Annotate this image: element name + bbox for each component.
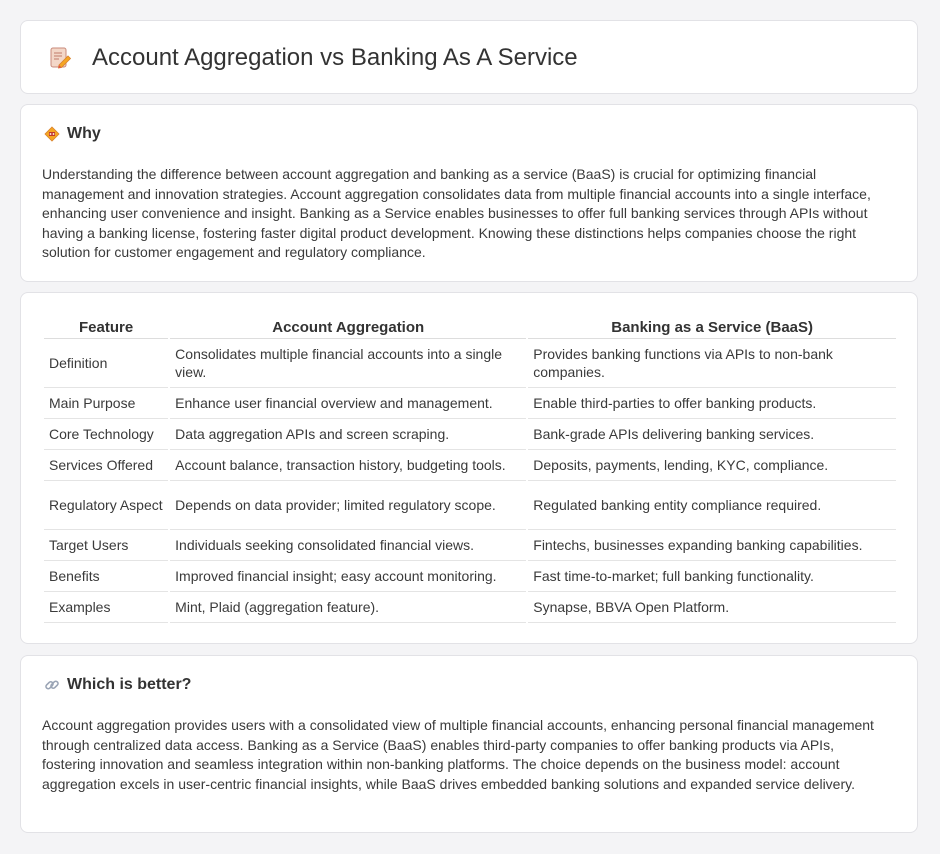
baas-cell: Bank-grade APIs delivering banking services. — [528, 419, 896, 450]
page-title: Account Aggregation vs Banking As A Service — [92, 44, 578, 71]
aggregation-cell: Data aggregation APIs and screen scraping. — [170, 419, 526, 450]
feature-cell: Definition — [44, 339, 168, 388]
feature-cell: Regulatory Aspect — [44, 481, 168, 530]
table-row — [44, 481, 896, 530]
pencil-document-icon — [47, 45, 73, 71]
feature-cell: Core Technology — [44, 419, 168, 450]
baas-cell: Synapse, BBVA Open Platform. — [528, 592, 896, 623]
feature-cell: Main Purpose — [44, 388, 168, 419]
feature-cell: Target Users — [44, 530, 168, 561]
better-heading: Which is better? — [67, 676, 192, 693]
diamond-sign-icon — [43, 125, 61, 143]
table-row — [44, 339, 896, 388]
why-text: Understanding the difference between account aggregation and banking as a service (BaaS) is crucial for optimizing financial management and innovation strategies. Account aggregation consolidates data from multiple financial accounts into a single interface, enhancing user convenience and insight. Banking as a Service enables businesses to offer full banking services through APIs without having a banking license, fostering faster digital product development. Knowing these distinctions helps companies choose the right solution for customer engagement and regulatory compliance. — [42, 166, 871, 260]
aggregation-cell: Individuals seeking consolidated financial views. — [170, 530, 526, 561]
table-row — [44, 419, 896, 450]
table-row — [44, 561, 896, 592]
aggregation-cell: Depends on data provider; limited regulatory scope. — [170, 481, 526, 530]
feature-cell: Examples — [44, 592, 168, 623]
comparison-card — [20, 292, 918, 644]
aggregation-cell: Enhance user financial overview and management. — [170, 388, 526, 419]
aggregation-cell: Mint, Plaid (aggregation feature). — [170, 592, 526, 623]
column-header: Banking as a Service (BaaS) — [528, 315, 896, 339]
feature-cell: Services Offered — [44, 450, 168, 481]
baas-cell: Provides banking functions via APIs to non-bank companies. — [528, 339, 896, 388]
baas-cell: Fast time-to-market; full banking functionality. — [528, 561, 896, 592]
why-section — [20, 104, 918, 282]
table-row — [44, 450, 896, 481]
column-header: Account Aggregation — [170, 315, 526, 339]
title-card — [20, 20, 918, 94]
feature-cell: Benefits — [44, 561, 168, 592]
link-icon — [43, 676, 61, 694]
comparison-table — [42, 315, 898, 623]
aggregation-cell: Account balance, transaction history, budgeting tools. — [170, 450, 526, 481]
aggregation-cell: Consolidates multiple financial accounts into a single view. — [170, 339, 526, 388]
better-text: Account aggregation provides users with a consolidated view of multiple financial accounts, enhancing personal financial management through centralized data access. Banking as a Service (BaaS) enables third-party companies to offer banking products via APIs, fostering innovation and seamless integration within non-banking platforms. The choice depends on the business model: account aggregation excels in user-centric financial insights, while BaaS drives embedded banking solutions and expanded service delivery. — [42, 717, 874, 792]
column-header: Feature — [44, 315, 168, 339]
table-header-row — [44, 315, 896, 339]
baas-cell: Enable third-parties to offer banking products. — [528, 388, 896, 419]
table-row — [44, 530, 896, 561]
better-heading-row — [43, 676, 191, 694]
baas-cell: Fintechs, businesses expanding banking capabilities. — [528, 530, 896, 561]
why-heading: Why — [67, 125, 101, 142]
baas-cell: Deposits, payments, lending, KYC, compliance. — [528, 450, 896, 481]
which-better-section — [20, 655, 918, 833]
aggregation-cell: Improved financial insight; easy account monitoring. — [170, 561, 526, 592]
baas-cell: Regulated banking entity compliance required. — [528, 481, 896, 530]
table-row — [44, 592, 896, 623]
table-row — [44, 388, 896, 419]
why-heading-row — [43, 125, 101, 143]
